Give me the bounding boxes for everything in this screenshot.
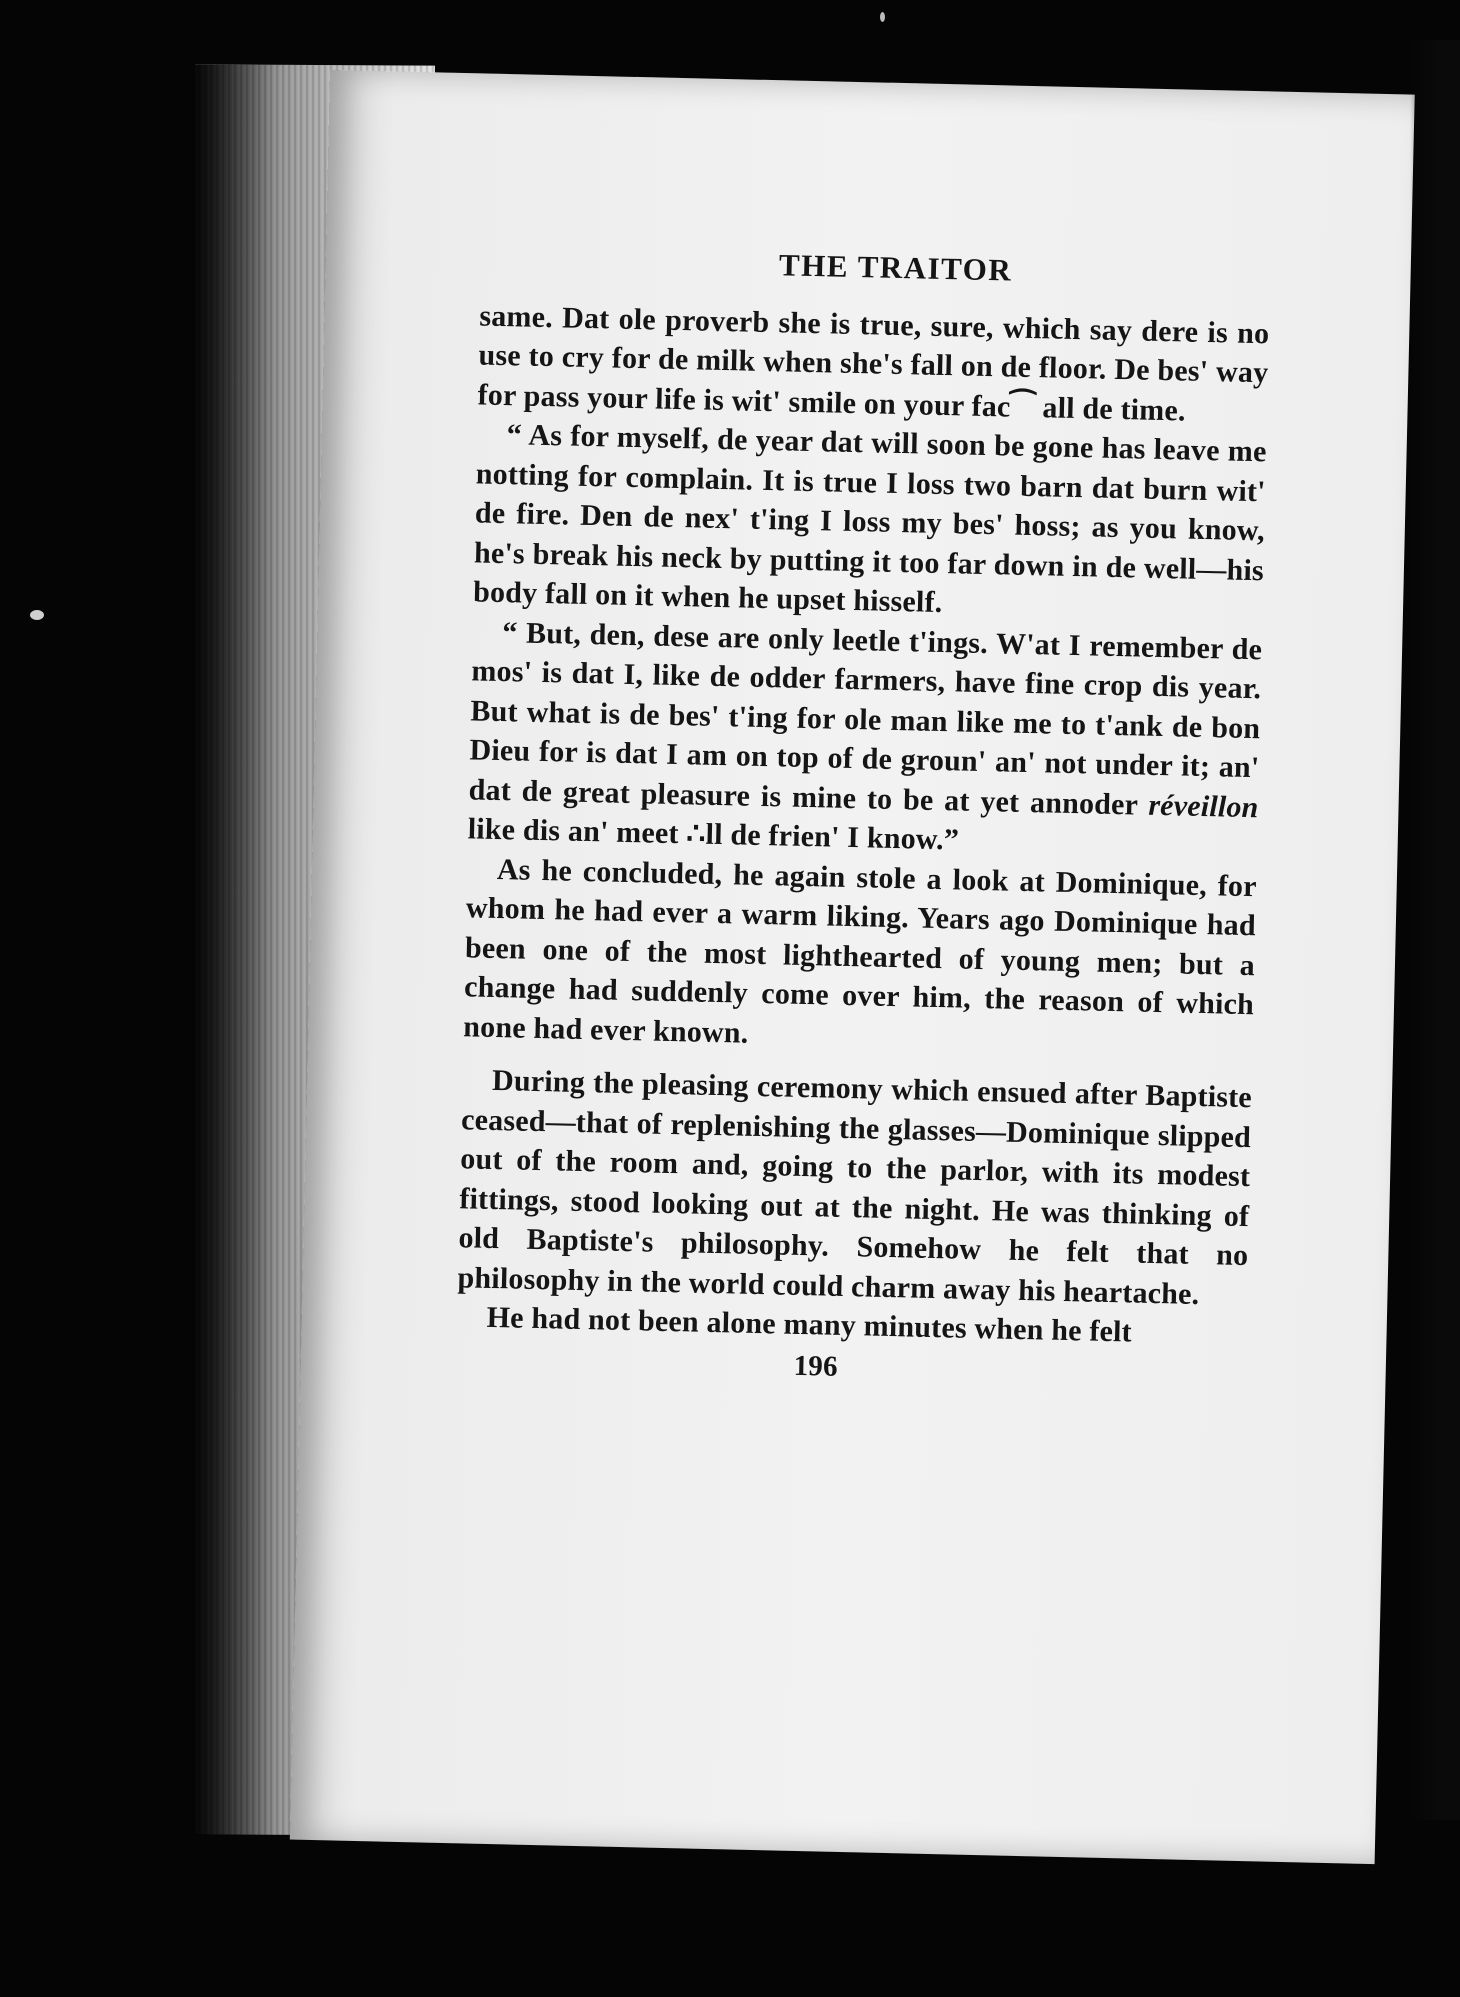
page-number: 196 [793, 1349, 839, 1383]
paragraph-4: As he concluded, he again stole a look at Dominique, for whom he had ever a warm liking. Years ago Dominique had been one of the most lighthearted of young men; but a change had suddenly come over him, the reason of which none had ever known. [462, 852, 1258, 1050]
paragraph-5: During the pleasing ceremony which ensued after Baptiste ceased—that of replenishing the glasses—Dominique slipped out of the room and, going to the parlor, with its modest fittings, stood looking out at the night. He was thinking of old Baptiste's philosophy. Somehow he felt that no philosophy in the world could charm away his heartache. [457, 1063, 1253, 1311]
paragraph-1: same. Dat ole proverb she is true, sure, which say dere is no use to cry for de milk when she's fall on de floor. De bes' way for pass your life is wit' smile on your fac⁀ all de time. [477, 298, 1270, 427]
paragraph-2: “ As for myself, de year dat will soon be gone has leave me notting for complain. It is true I loss two barn dat burn wit' de fire. Den de nex' t'ing I loss my bes' hoss; as you know, he's break his neck by putting it too far down in de well—his body fall on it when he upset hisself. [472, 418, 1267, 620]
page-text-block [455, 238, 1271, 1396]
scan-speck [880, 12, 885, 22]
page-edges-shadow [195, 65, 275, 1835]
italic-word-reveillon: réveillon [1148, 788, 1259, 824]
running-head: THE TRAITOR [778, 247, 1013, 288]
paragraph-6: He had not been alone many minutes when he felt [486, 1300, 1133, 1349]
book-page [290, 70, 1415, 1864]
scan-speck [30, 610, 44, 620]
right-page-shadow [1410, 40, 1460, 1820]
paragraph-3: “ But, den, dese are only leetle t'ings. W'at I remember de mos' is dat I, like de odder farmers, have fine crop dis year. But what is de bes' t'ing for ole man like me to t'ank de bon Dieu for is dat I am on top of de groun' an' not under it; an' dat de great pleasure is mine to be at yet annoder réveillon like dis an' meet ∴ll de frien' I know.” [467, 615, 1263, 857]
